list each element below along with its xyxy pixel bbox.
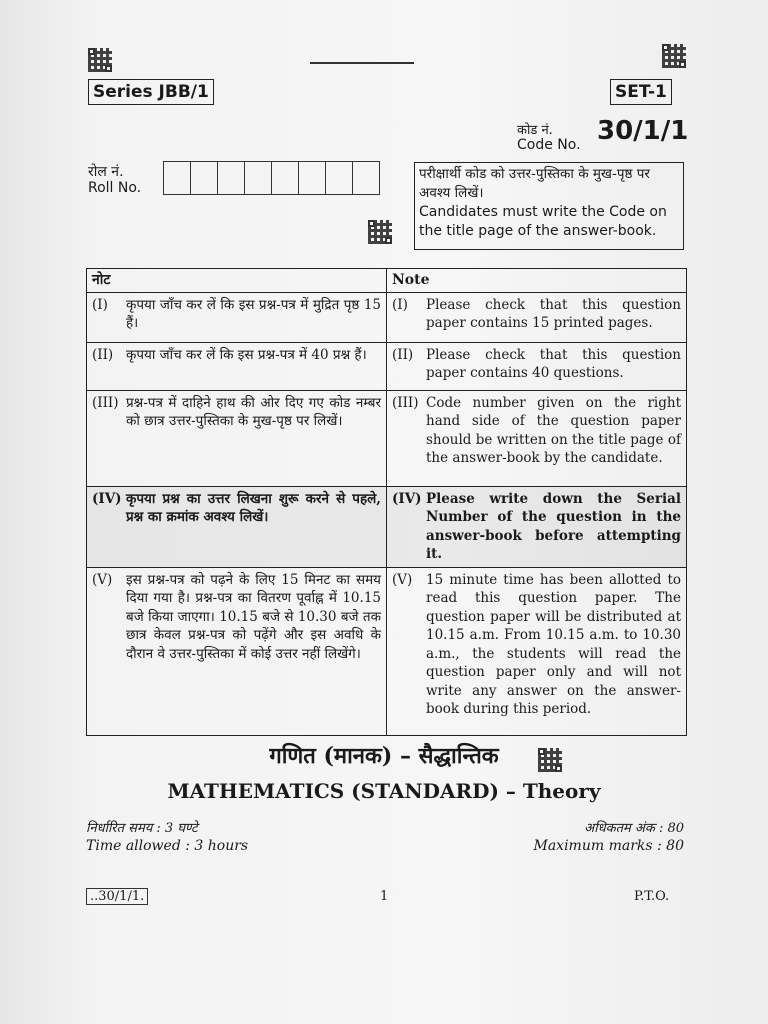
roll-digit-box[interactable] <box>352 161 380 195</box>
roll-label-english: Roll No. <box>88 180 142 196</box>
note-text-english: Please write down the Serial Number of the question in the answer-book before attempting it. <box>426 490 681 562</box>
candidate-note-hindi: परीक्षार्थी कोड को उत्तर-पुस्तिका के मुख-पृष्ठ पर अवश्य लिखें। <box>419 166 650 201</box>
qr-code-icon <box>88 48 112 72</box>
note-text-hindi: कृपया जाँच कर लें कि इस प्रश्न-पत्र में 40 प्रश्न हैं। <box>126 346 367 363</box>
note-row <box>87 567 687 735</box>
notes-header-hindi: नोट <box>87 269 387 293</box>
page-number: 1 <box>380 889 389 904</box>
max-marks-hindi: अधिकतम अंक : 80 <box>584 821 684 836</box>
note-number: (I) <box>392 296 408 313</box>
note-number: (II) <box>92 346 114 363</box>
roll-digit-box[interactable] <box>298 161 326 195</box>
note-text-english: Code number given on the right hand side of the question paper should be written on the title page of the answer-book by the candidate. <box>426 394 681 466</box>
roll-digit-box[interactable] <box>190 161 218 195</box>
roll-digit-box[interactable] <box>163 161 191 195</box>
time-allowed-hindi: निर्धारित समय : 3 घण्टे <box>86 821 198 836</box>
roll-digit-box[interactable] <box>217 161 245 195</box>
max-marks-english: Maximum marks : 80 <box>533 838 684 854</box>
roll-number-boxes[interactable] <box>164 161 380 195</box>
notes-header-english: Note <box>387 269 687 293</box>
candidate-note-english: Candidates must write the Code on the title page of the answer-book. <box>419 204 667 239</box>
note-number: (IV) <box>92 490 122 507</box>
series-label: Series JBB/1 <box>88 79 214 105</box>
roll-digit-box[interactable] <box>271 161 299 195</box>
code-label-hindi: कोड नं. <box>517 123 553 138</box>
note-number: (I) <box>92 296 108 313</box>
note-number: (IV) <box>392 490 422 507</box>
note-text-english: Please check that this question paper contains 15 printed pages. <box>426 296 681 331</box>
roll-label-hindi: रोल नं. <box>88 164 124 180</box>
note-row <box>87 342 687 390</box>
candidate-instruction-box <box>414 162 684 250</box>
note-number: (III) <box>392 394 419 411</box>
qr-code-icon <box>368 220 392 244</box>
time-allowed-english: Time allowed : 3 hours <box>86 838 249 854</box>
code-label-english: Code No. <box>517 137 581 153</box>
subject-title-english: MATHEMATICS (STANDARD) – Theory <box>167 779 601 803</box>
note-row <box>87 390 687 486</box>
note-text-hindi: प्रश्न-पत्र में दाहिने हाथ की ओर दिए गए कोड नम्बर को छात्र उत्तर-पुस्तिका के मुख-पृष्ठ पर लिखें। <box>126 394 381 429</box>
qr-code-icon <box>662 44 686 68</box>
note-text-english: Please check that this question paper contains 40 questions. <box>426 346 681 381</box>
note-row <box>87 486 687 567</box>
notes-table <box>86 268 687 736</box>
note-number: (V) <box>392 571 413 588</box>
note-text-hindi: कृपया प्रश्न का उत्तर लिखना शुरू करने से पहले, प्रश्न का क्रमांक अवश्य लिखें। <box>126 490 381 525</box>
note-text-english: 15 minute time has been allotted to read this question paper. The question paper will be distributed at 10.15 a.m. From 10.15 a.m. to 10.30 a.m., the students will read the question paper only and will not write any answer on the answer-book during this period. <box>426 571 681 717</box>
roll-digit-box[interactable] <box>244 161 272 195</box>
note-text-hindi: इस प्रश्न-पत्र को पढ़ने के लिए 15 मिनट का समय दिया गया है। प्रश्न-पत्र का वितरण पूर्वाह्न में 10.15 बजे किया जाएगा। 10.15 बजे से 10.30 बजे तक छात्र केवल प्रश्न-पत्र को पढ़ेंगे और इस अवधि के दौरान वे उत्तर-पुस्तिका में कोई उत्तर नहीं लिखेंगे। <box>126 571 381 662</box>
pto-label: P.T.O. <box>634 889 670 904</box>
qr-code-icon <box>538 748 562 772</box>
roll-digit-box[interactable] <box>325 161 353 195</box>
note-number: (V) <box>92 571 113 588</box>
note-text-hindi: कृपया जाँच कर लें कि इस प्रश्न-पत्र में मुद्रित पृष्ठ 15 हैं। <box>126 296 381 331</box>
code-number: 30/1/1 <box>597 116 689 146</box>
header-rule <box>310 62 414 64</box>
note-number: (II) <box>392 346 414 363</box>
note-row <box>87 292 687 342</box>
note-number: (III) <box>92 394 119 411</box>
set-label: SET-1 <box>610 79 672 105</box>
footer-code: ..30/1/1. <box>86 888 148 905</box>
subject-title-hindi: गणित (मानक) – सैद्धान्तिक <box>269 743 499 769</box>
